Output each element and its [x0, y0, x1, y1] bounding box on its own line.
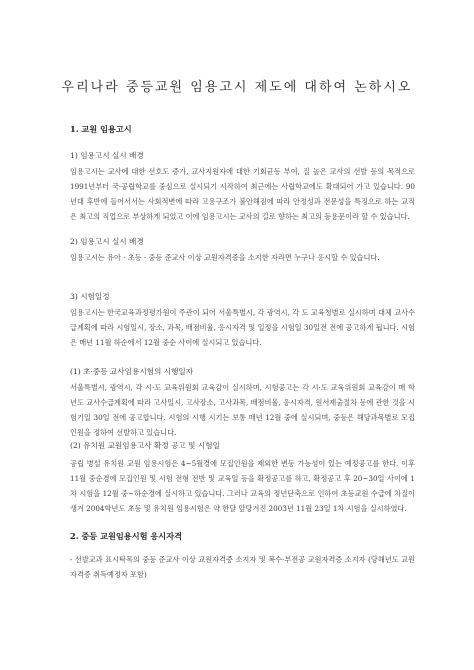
subsection-3-heading: 3) 시험일정 — [70, 292, 110, 301]
section-1-heading: 1. 교원 임용고시 — [70, 124, 132, 134]
subsection-5-text: 공립 병설 유치원 교원 임용시험은 4~5월경에 모집인원을 제외한 변동 가능성이 있는 예정공고를 한다. 이후 11월 중순경에 모집인원 및 시험 전형 전반 및 교육일 등을 확정공고를 하고, 확정공고 후 20~30일 사이에 1차 시험을 12월 중~하순경에 실시하고 있습니다. 그러나 교육의 정년단축으로 인하여 초등교원 수급에 차질이 생겨 2004학년도 초등 및 유치원 임용시험은 약 한달 앞당겨진 2003년 11월 23일 1차 시험을 실시하였다. — [70, 459, 415, 513]
subsection-4-heading: (1) 초·중등 교사임용시험의 시행일자 — [70, 367, 194, 376]
subsection-1-heading: 1) 임용고시 실시 배경 — [70, 151, 144, 160]
subsection-1-text: 임용고시는 교사에 대한 선호도 증가, 교사지원자에 대한 기회균등 부여, 질 높은 교사의 선발 등의 목적으로 1991년부터 국·공립학교를 중심으로 실시되기 시작하여 최근에는 사립학교에도 확대되어 가고 있습니다. 90년대 후반에 들어서서는 사회적변에 따라 고용구조가 불안해짐에 따라 안정성과 전문성을 특징으로 하는 교직은 최고의 직업으로 부상하게 되었고 이에 임용고시는 교사의 길로 향하는 최고의 등용문이라 할 수 있습니다. — [70, 167, 415, 221]
subsection-3-text: 임용고시는 한국교육과정평가원이 주관이 되어 서울특별시, 각 광역시, 각 도 교육청별로 실시하며 대체 교사수급계획에 따라 시험일시, 장소, 과목, 배점비율, 응시자격 및 일정을 시험일 30일전 전에 공고하게 됩니다. 시험은 매년 11월 하순에서 12월 중순 사이에 실시되고 있습니다. — [70, 308, 415, 347]
subsection-2-text: 임용고시는 유아 · 초등 · 중등 준교사 이상 교원자격증을 소지한 자라면 누구나 응시할 수 있습니다. — [70, 253, 380, 262]
subsection-2-heading: 2) 임용고시 실시 배경 — [70, 237, 144, 246]
subsection-4-text: 서울특별시, 광역시, 각 시·도 교육위원회 교육감이 실시하며, 시험공고는 각 시·도 교육위원회 교육감이 매 학년도 교사수급계획에 따라 고사일시, 고사장소, 고사과목, 배점비율, 응시자격, 원서제출절차 등에 관한 것을 시험기일 30일 전에 공고합니다. 시험의 시행 시기는 보통 매년 12월 중에 실시되며, 중등은 해당과목별로 모집인원을 정하여 선발하고 있습니다. — [70, 383, 415, 437]
section-2-text: - 선발교과 표시탁목의 중등 준교사 이상 교원자격증 소지자 및 복수·부전공 교원자격증 소지자 (당해년도 교원자격증 취득예정자 포함) — [70, 555, 415, 579]
section-2-heading: 2. 중등 교원임용시험 응시자격 — [70, 531, 183, 541]
document-title: 우리나라 중등교원 임용고시 제도에 대하여 논하시오 — [61, 80, 413, 95]
subsection-5-heading: (2) 유치원 교원임용고사 확정 공고 및 시험일 — [70, 441, 220, 450]
